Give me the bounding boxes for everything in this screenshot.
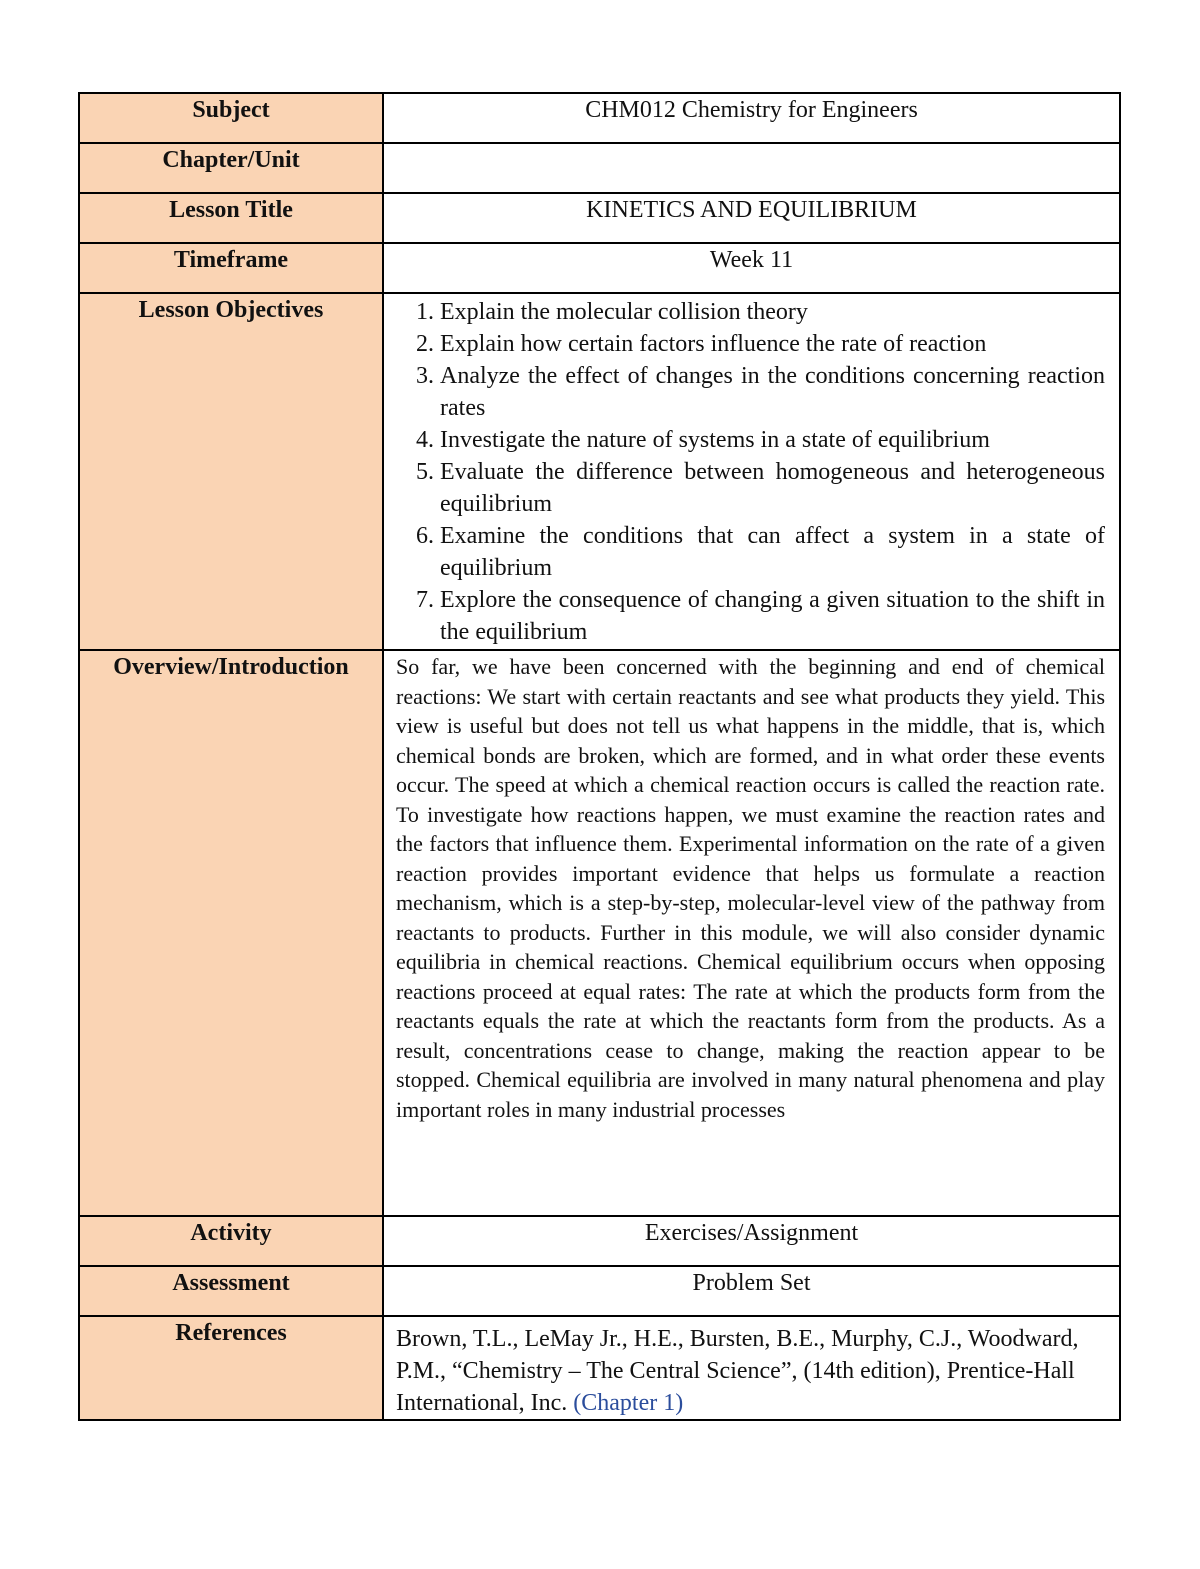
row-references bbox=[79, 1316, 1120, 1420]
objectives-label: Lesson Objectives bbox=[79, 293, 383, 650]
row-subject bbox=[79, 93, 1120, 143]
lesson-title-label: Lesson Title bbox=[79, 193, 383, 243]
timeframe-label: Timeframe bbox=[79, 243, 383, 293]
objectives-value bbox=[383, 293, 1120, 650]
lesson-title-value: KINETICS AND EQUILIBRIUM bbox=[383, 193, 1120, 243]
objectives-list bbox=[384, 294, 1119, 648]
objective-item: 3. Analyze the effect of changes in the conditions concerning reaction rates bbox=[440, 360, 1105, 424]
objective-item: 4. Investigate the nature of systems in a state of equilibrium bbox=[440, 424, 1105, 456]
references-text bbox=[384, 1317, 1119, 1419]
chapter-value bbox=[383, 143, 1120, 193]
activity-label: Activity bbox=[79, 1216, 383, 1266]
row-activity bbox=[79, 1216, 1120, 1266]
assessment-label: Assessment bbox=[79, 1266, 383, 1316]
chapter-label: Chapter/Unit bbox=[79, 143, 383, 193]
overview-value bbox=[383, 650, 1120, 1216]
activity-value: Exercises/Assignment bbox=[383, 1216, 1120, 1266]
row-lesson-title bbox=[79, 193, 1120, 243]
chapter-link[interactable]: (Chapter 1) bbox=[573, 1390, 684, 1416]
subject-value: CHM012 Chemistry for Engineers bbox=[383, 93, 1120, 143]
subject-label: Subject bbox=[79, 93, 383, 143]
timeframe-value: Week 11 bbox=[383, 243, 1120, 293]
row-timeframe bbox=[79, 243, 1120, 293]
objective-item: 7. Explore the consequence of changing a given situation to the shift in the equilibrium bbox=[440, 584, 1105, 648]
references-value bbox=[383, 1316, 1120, 1420]
row-objectives bbox=[79, 293, 1120, 650]
objective-item: 1. Explain the molecular collision theory bbox=[440, 296, 1105, 328]
objective-item: 2. Explain how certain factors influence the rate of reaction bbox=[440, 328, 1105, 360]
row-assessment bbox=[79, 1266, 1120, 1316]
assessment-value: Problem Set bbox=[383, 1266, 1120, 1316]
row-chapter bbox=[79, 143, 1120, 193]
lesson-plan-table bbox=[78, 92, 1121, 1421]
reference-citation: Brown, T.L., LeMay Jr., H.E., Bursten, B.E., Murphy, C.J., Woodward, P.M., “Chemistry – The Central Science”, (14th edition), Prentice-Hall International, Inc. bbox=[396, 1326, 1079, 1416]
overview-text: So far, we have been concerned with the beginning and end of chemical reactions: We start with certain reactants and see what products they yield. This view is useful but does not tell us what happens in the middle, that is, which chemical bonds are broken, which are formed, and in what order these events occur. The speed at which a chemical reaction occurs is called the reaction rate. To investigate how reactions happen, we must examine the reaction rates and the factors that influence them. Experimental information on the rate of a given reaction provides important evidence that helps us formulate a reaction mechanism, which is a step-by-step, molecular-level view of the pathway from reactants to products. Further in this module, we will also consider dynamic equilibria in chemical reactions. Chemical equilibrium occurs when opposing reactions proceed at equal rates: The rate at which the products form from the reactants equals the rate at which the reactants form from the products. As a result, concentrations cease to change, making the reaction appear to be stopped. Chemical equilibria are involved in many natural phenomena and play important roles in many industrial processes bbox=[396, 654, 1105, 1122]
overview-label: Overview/Introduction bbox=[79, 650, 383, 1216]
objective-item: 6. Examine the conditions that can affect a system in a state of equilibrium bbox=[440, 520, 1105, 584]
objective-item: 5. Evaluate the difference between homogeneous and heterogeneous equilibrium bbox=[440, 456, 1105, 520]
row-overview bbox=[79, 650, 1120, 1216]
references-label: References bbox=[79, 1316, 383, 1420]
